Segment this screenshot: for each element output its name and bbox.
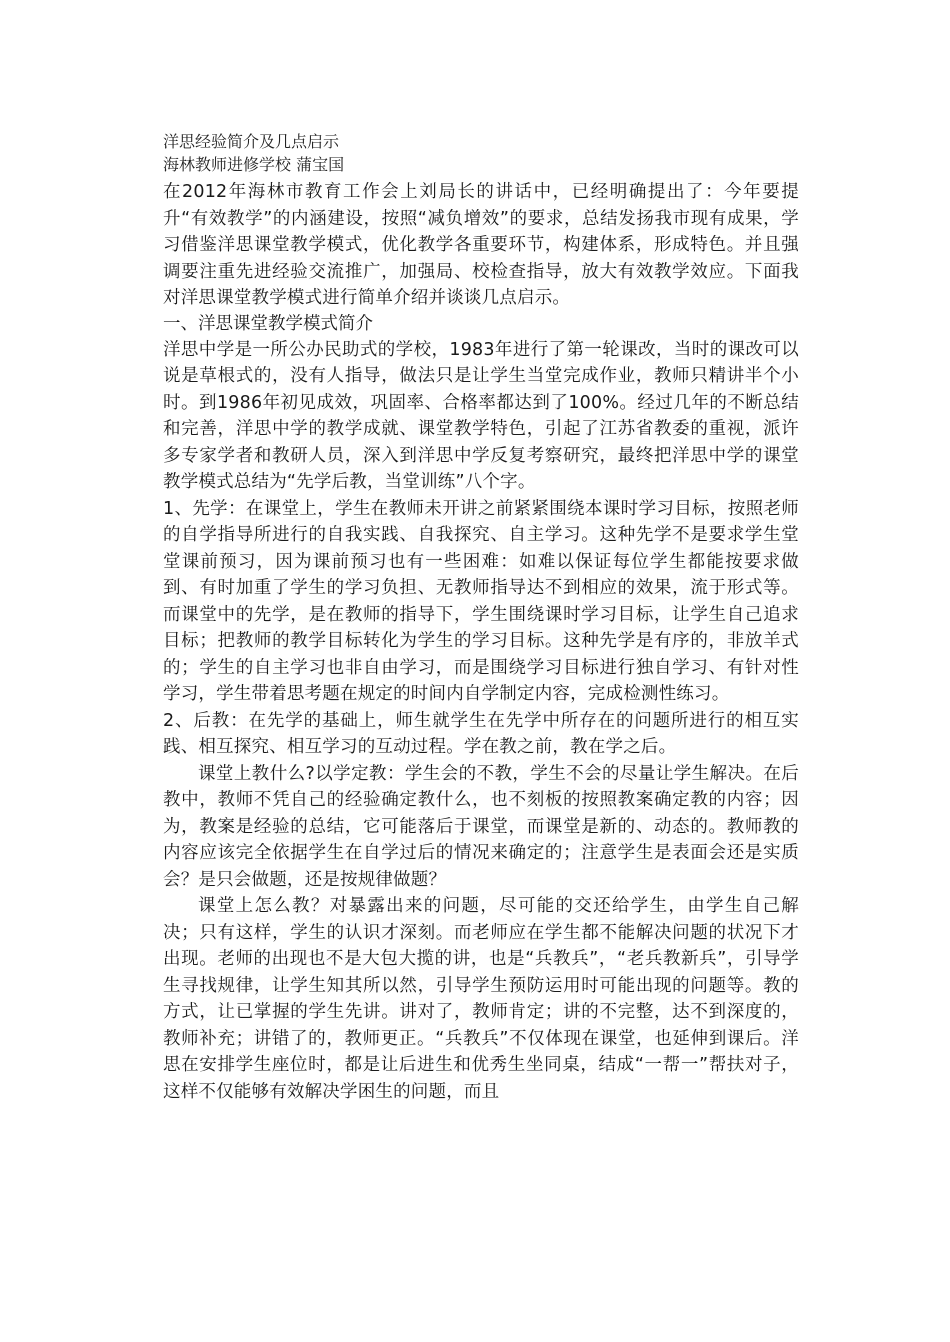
document-body bbox=[163, 130, 799, 1105]
section-body-paragraph: 洋思中学是一所公办民助式的学校，1983年进行了第一轮课改，当时的课改可以说是草根式的，没有人指导，做法只是让学生当堂完成作业，教师只精讲半个小时。到1986年初见成效，巩固率、合格率都达到了100%。经过几年的不断总结和完善，洋思中学的教学成就、课堂教学特色，引起了江苏省教委的重视，派许多专家学者和教研人员，深入到洋思中学反复考察研究，最终把洋思中学的课堂教学模式总结为“先学后教，当堂训练”八个字。 bbox=[163, 339, 799, 492]
point-2-paragraph: 2、后教：在先学的基础上，师生就学生在先学中所存在的问题所进行的相互实践、相互探究、相互学习的互动过程。学在教之前，教在学之后。 bbox=[163, 710, 799, 757]
intro-paragraph: 在2012年海林市教育工作会上刘局长的讲话中，已经明确提出了：今年要提升“有效教学”的内涵建设，按照“减负增效”的要求，总结发扬我市现有成果，学习借鉴洋思课堂教学模式，优化教学各重要环节，构建体系，形成特色。并且强调要注重先进经验交流推广，加强局、校检查指导，放大有效教学效应。下面我对洋思课堂教学模式进行简单介绍并谈谈几点启示。 bbox=[163, 182, 799, 308]
how-to-teach-paragraph: 课堂上怎么教？对暴露出来的问题，尽可能的交还给学生，由学生自己解决；只有这样，学生的认识才深刻。而老师应在学生都不能解决问题的状况下才出现。老师的出现也不是大包大揽的讲，也是“兵教兵”，“老兵教新兵”，引导学生寻找规律，让学生知其所以然，引导学生预防运用时可能出现的问题等。教的方式，让已掌握的学生先讲。讲对了，教师肯定；讲的不完整，达不到深度的，教师补充；讲错了的，教师更正。“兵教兵”不仅体现在课堂，也延伸到课后。洋思在安排学生座位时，都是让后进生和优秀生坐同桌，结成“一帮一”帮扶对子，这样不仅能够有效解决学困生的问题，而且 bbox=[163, 896, 799, 1102]
author-line: 海林教师进修学校 蒲宝国 bbox=[163, 155, 345, 174]
section-heading: 一、洋思课堂教学模式简介 bbox=[163, 313, 373, 334]
point-1-paragraph: 1、先学：在课堂上，学生在教师未开讲之前紧紧围绕本课时学习目标，按照老师的自学指导所进行的自我实践、自我探究、自主学习。这种先学不是要求学生堂堂课前预习，因为课前预习也有一些困难：如难以保证每位学生都能按要求做到、有时加重了学生的学习负担、无教师指导达不到相应的效果，流于形式等。而课堂中的先学，是在教师的指导下，学生围绕课时学习目标，让学生自己追求目标；把教师的教学目标转化为学生的学习目标。这种先学是有序的，非放羊式的；学生的自主学习也非自由学习，而是围绕学习目标进行独自学习、有针对性学习，学生带着思考题在规定的时间内自学制定内容，完成检测性练习。 bbox=[163, 498, 799, 704]
document-title: 洋思经验简介及几点启示 bbox=[163, 132, 340, 151]
what-to-teach-paragraph: 课堂上教什么?以学定教：学生会的不教，学生不会的尽量让学生解决。在后教中，教师不凭自己的经验确定教什么，也不刻板的按照教案确定教的内容；因为，教案是经验的总结，它可能落后于课堂，而课堂是新的、动态的。教师教的内容应该完全依据学生在自学过后的情况来确定的；注意学生是表面会还是实质会？是只会做题，还是按规律做题？ bbox=[163, 763, 799, 890]
